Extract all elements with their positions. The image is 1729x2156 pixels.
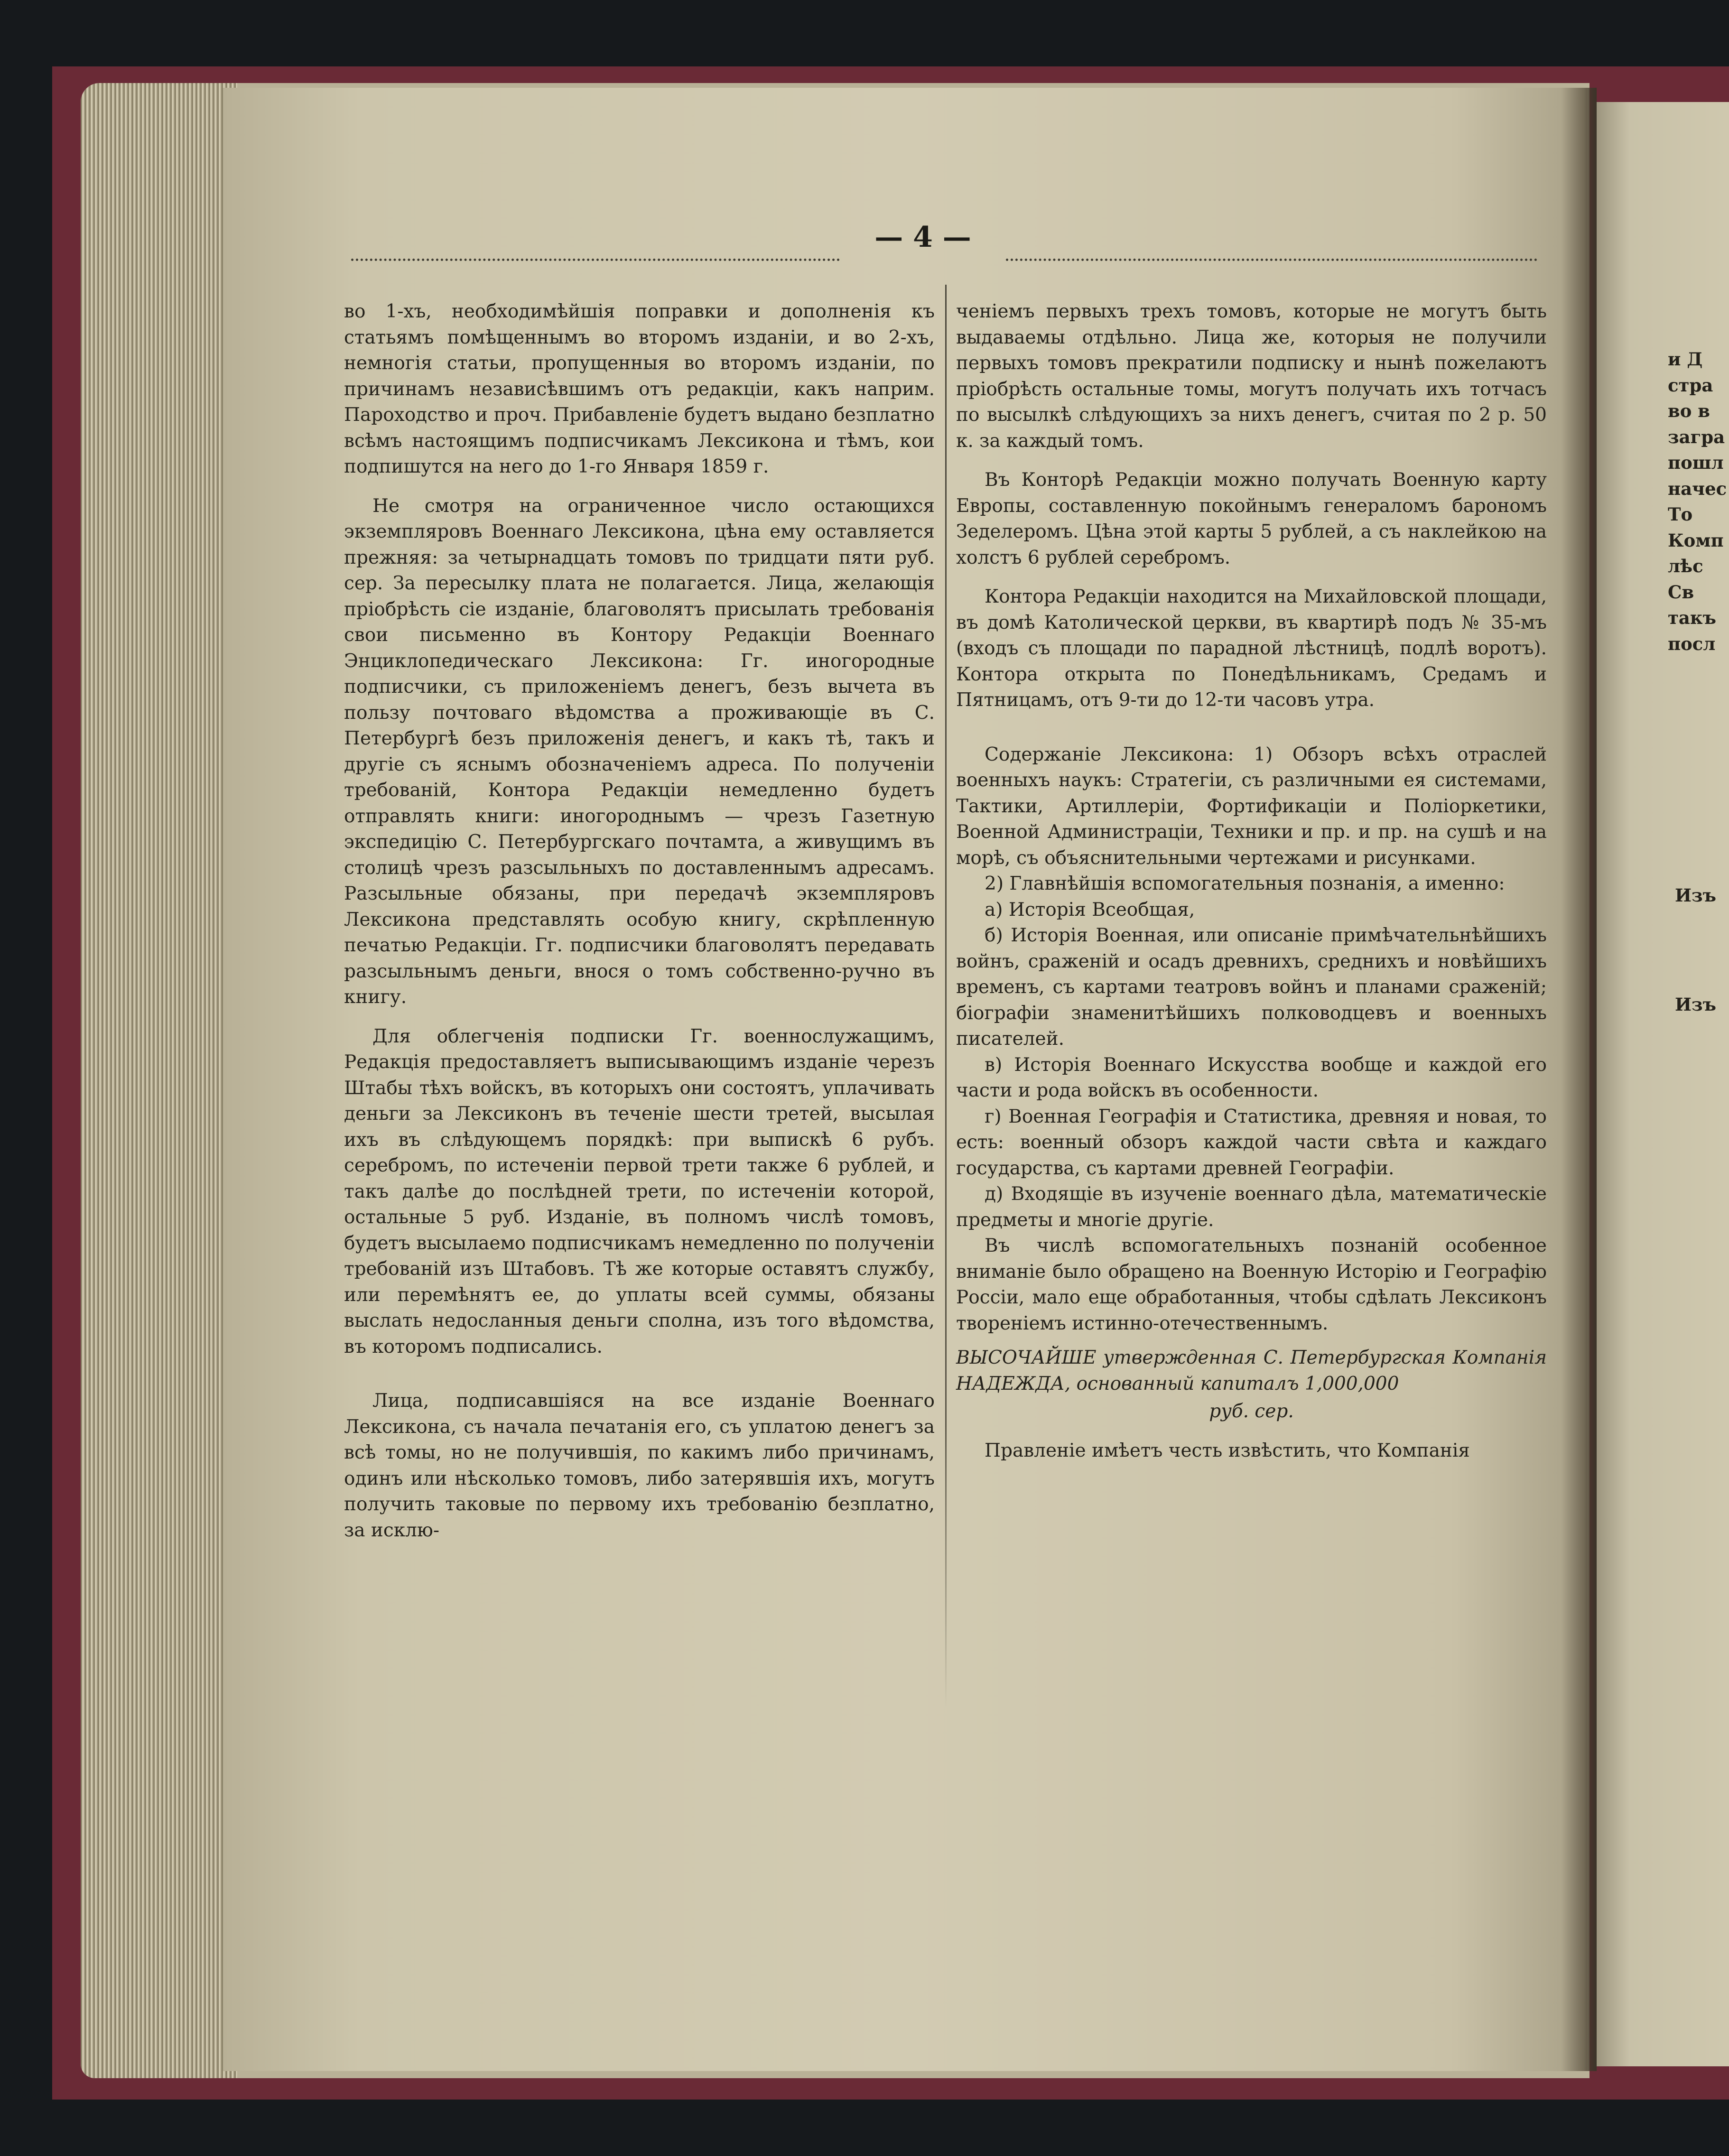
edge-line: посл	[1668, 633, 1716, 654]
closing-line: Правленіе имѣетъ честь извѣстить, что Компанія	[985, 1440, 1470, 1461]
contents-item-g: г) Военная Географія и Статистика, древняя и новая, то есть: военный обзоръ каждой части свѣта и каждаго государства, съ картами древней Географіи.	[956, 1106, 1547, 1179]
right-column	[956, 299, 1547, 1464]
right-continuation-paragraph: ченіемъ первыхъ трехъ томовъ, которые не могутъ быть выдаваемы отдѣльно. Лица же, которыя не получили первыхъ томовъ прекратили подписку и нынѣ пожелаютъ пріобрѣсть остальные томы, могутъ получать ихъ тотчасъ по высылкѣ слѣдующихъ за нихъ денегъ, считая по 2 р. 50 к. за каждый томъ.	[956, 301, 1547, 452]
edge-line: Комп	[1668, 530, 1724, 551]
contents-note: Въ числѣ вспомогательныхъ познаній особенное вниманіе было обращено на Военную Исторію и Географію Россіи, мало еще обработанныя, чтобы сдѣлать Лексиконъ твореніемъ истинно-отечественнымъ.	[956, 1235, 1547, 1334]
edge-line: То	[1668, 504, 1693, 525]
page-edges-stack	[81, 83, 237, 2078]
left-intro-paragraph: во 1-хъ, необходимѣйшія поправки и дополненія къ статьямъ помѣщеннымъ во второмъ изданіи, и во 2-хъ, немногія статьи, пропущенныя во второмъ изданіи, по причинамъ независѣвшимъ отъ редакціи, какъ наприм. Пароходство и проч. Прибавленіе будетъ выдано безплатно всѣмъ настоящимъ подписчикамъ Лексикона и тѣмъ, кои подпишутся на него до 1-го Января 1859 г.	[344, 301, 935, 477]
contents-paragraph: Содержаніе Лексикона: 1) Обзоръ всѣхъ отраслей военныхъ наукъ: Стратегіи, съ различными ея системами, Тактики, Артиллеріи, Фортификаціи и Поліоркетики, Военной Администраціи, Техники и пр. и пр. на сушѣ и на морѣ, съ объяснительными чертежами и рисунками.	[956, 743, 1547, 869]
contents-item-v: в) Исторія Военнаго Искусства вообще и каждой его части и рода войскъ въ особенности.	[956, 1054, 1547, 1101]
edge-mark: Изъ	[1675, 885, 1716, 906]
edge-line: лѣс	[1668, 556, 1703, 576]
edge-line: Св	[1668, 581, 1694, 603]
edge-line: такъ	[1668, 607, 1717, 628]
contents-item-d: д) Входящіе въ изученіе военнаго дѣла, математическіе предметы и многіе другіе.	[956, 1183, 1547, 1231]
price-paragraph: Не смотря на ограниченное число остающихся экземпляровъ Военнаго Лексикона, цѣна ему оставляется прежняя: за четырнадцать томовъ по тридцати пяти руб. сер. За пересылку плата не полагается. Лица, желающія пріобрѣсть сіе изданіе, благоволятъ присылать требованія свои письменно въ Контору Редакціи Военнаго Энциклопедическаго Лексикона: Гг. иногородные подписчики, съ приложеніемъ денегъ, безъ вычета въ пользу почтоваго вѣдомства а проживающіе въ С. Петербургѣ безъ приложенія денегъ, и какъ тѣ, такъ и другіе съ яснымъ обозначеніемъ адреса. По полученіи требованій, Контора Редакціи немедленно будетъ отправлять книги: иногороднымъ — чрезъ Газетную экспедицію С. Петербургскаго почтамта, а живущимъ въ столицѣ чрезъ разсыльныхъ по доставленнымъ адресамъ. Разсыльные обязаны, при передачѣ экземпляровъ Лексикона представлять особую книгу, скрѣпленную печатью Редакціи. Гг. подписчики благоволятъ передавать разсыльнымъ деньги, внося о томъ собственно-ручно въ книгу.	[344, 495, 935, 1008]
edge-line: стра	[1668, 374, 1713, 396]
contents-item-a: а) Исторія Всеобщая,	[985, 899, 1195, 920]
lost-volumes-paragraph: Лица, подписавшіяся на все изданіе Военнаго Лексикона, съ начала печатанія его, съ уплатою денегъ за всѣ томы, но не получившія, по какимъ либо причинамъ, одинъ или нѣсколько томовъ, либо затерявшія ихъ, могутъ получить таковые по первому ихъ требованію безплатно, за исклю-	[344, 1390, 935, 1541]
left-column	[344, 299, 935, 1543]
company-imprint-sub: руб. сер.	[1209, 1401, 1294, 1422]
edge-line: начес	[1668, 478, 1727, 499]
edge-line: во в	[1668, 400, 1710, 421]
header-rule-left	[351, 259, 840, 264]
map-paragraph: Въ Конторѣ Редакціи можно получать Военную карту Европы, составленную покойнымъ генераломъ барономъ Зеделеромъ. Цѣна этой карты 5 рублей, а съ наклейкою на холстъ 6 рублей серебромъ.	[956, 469, 1547, 568]
book-gutter	[1561, 88, 1597, 2071]
edge-line: загра	[1668, 426, 1725, 447]
contents-subheading: 2) Главнѣйшія вспомогательныя познанія, а именно:	[985, 873, 1505, 894]
military-subscribers-paragraph: Для облегченія подписки Гг. военнослужащимъ, Редакція предоставляетъ выписывающимъ изданіе черезъ Штабы тѣхъ войскъ, въ которыхъ они состоятъ, уплачивать деньги за Лексиконъ въ теченіе шести третей, высылая ихъ въ слѣдующемъ порядкѣ: при выпискѣ 6 рубъ. серебромъ, по истеченіи первой трети также 6 рублей, и такъ далѣе до послѣдней трети, по истеченіи которой, остальные 5 руб. Изданіе, въ полномъ числѣ томовъ, будетъ высылаемо подписчикамъ немедленно по полученіи требованій изъ Штабовъ. Тѣ же которые оставятъ службу, или перемѣнятъ ее, до уплаты всей суммы, обязаны выслать недосланныя деньги сполна, изъ того вѣдомства, въ которомъ подписались.	[344, 1025, 935, 1357]
header-rule-right	[1006, 259, 1537, 264]
column-divider	[945, 285, 947, 1708]
edge-mark: Изъ	[1675, 994, 1716, 1015]
edge-line: и Д	[1668, 349, 1703, 370]
company-imprint: ВЫСОЧАЙШЕ утвержденная С. Петербургская Компанія НАДЕЖДА, основанный капиталъ 1,000,000	[956, 1347, 1547, 1394]
page-number: — 4 —	[874, 221, 971, 254]
contents-item-b: б) Исторія Военная, или описаніе примѣчательнѣйшихъ войнъ, сраженій и осадъ древнихъ, среднихъ и новѣйшихъ временъ, съ картами театровъ войнъ и планами сраженій; біографіи знаменитѣйшихъ полководцевъ и военныхъ писателей.	[956, 925, 1547, 1050]
next-page-edge-text	[1668, 346, 1729, 657]
office-paragraph: Контора Редакціи находится на Михайловской площади, въ домѣ Католической церкви, въ квартирѣ подъ № 35-мъ (входъ съ площади по парадной лѣстницѣ, подлѣ воротъ). Контора открыта по Понедѣльникамъ, Средамъ и Пятницамъ, отъ 9-ти до 12-ти часовъ утра.	[956, 586, 1547, 711]
edge-line: пошл	[1668, 452, 1724, 473]
